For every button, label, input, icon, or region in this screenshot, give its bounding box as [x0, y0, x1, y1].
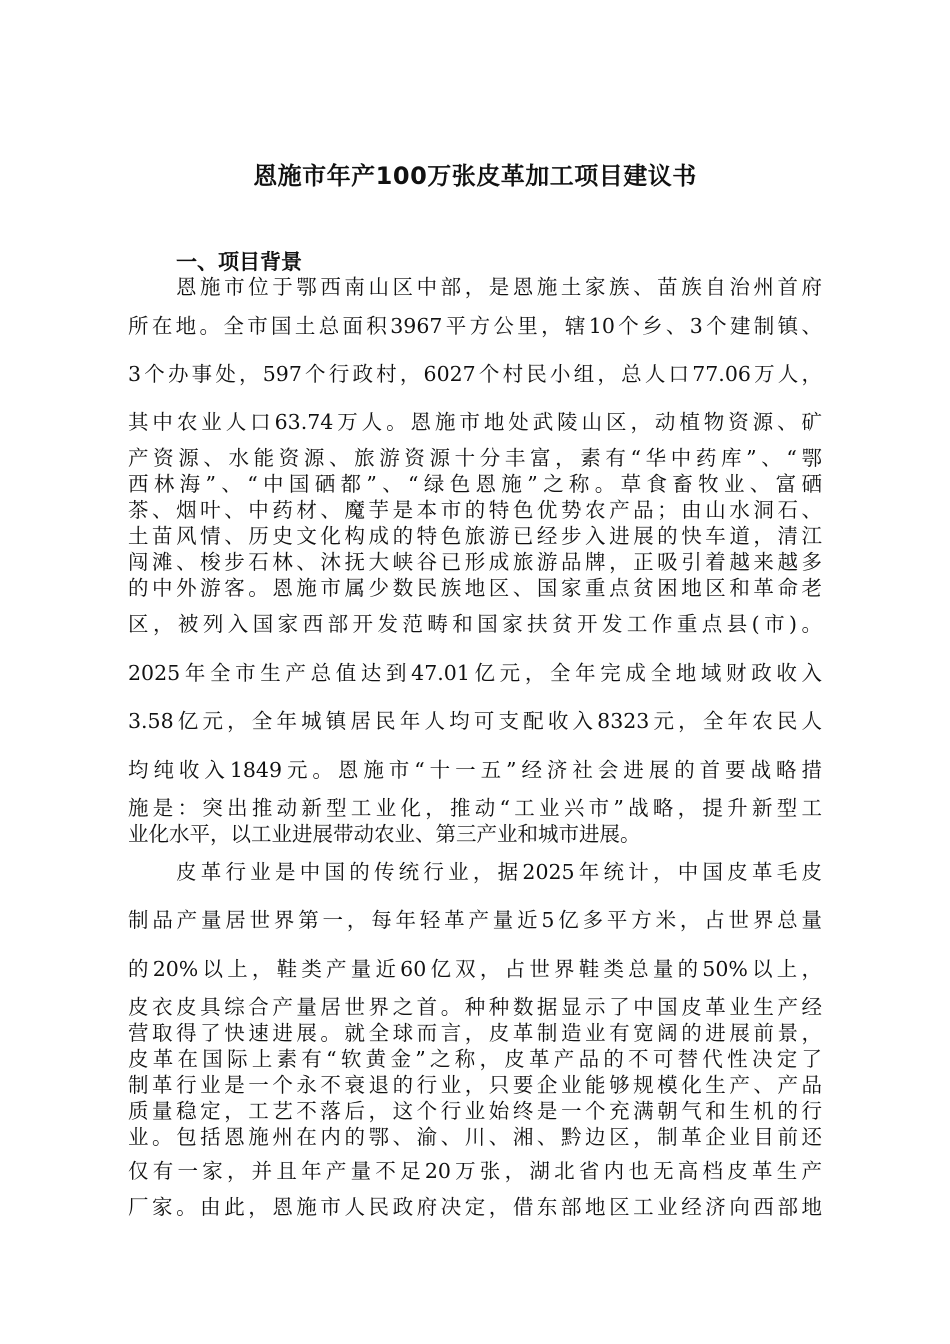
paragraph-line: 营取得了快速进展。就全球而言，皮革制造业有宽阔的进展前景， — [128, 1021, 822, 1045]
paragraph-line: 其中农业人口63.74万人。恩施市地处武陵山区，动植物资源、矿 — [128, 410, 822, 434]
paragraph-line: 的中外游客。恩施市属少数民族地区、国家重点贫困地区和革命老 — [128, 576, 822, 600]
paragraph-line: 所在地。全市国土总面积3967平方公里，辖10个乡、3个建制镇、 — [128, 314, 822, 338]
paragraph-line: 的20%以上，鞋类产量近60亿双，占世界鞋类总量的50%以上， — [128, 957, 822, 981]
paragraph-line: 施是：突出推动新型工业化，推动“工业兴市”战略，提升新型工 — [128, 796, 822, 820]
paragraph-line: 制革行业是一个永不衰退的行业，只要企业能够规模化生产、产品 — [128, 1073, 822, 1097]
paragraph-line: 业。包括恩施州在内的鄂、渝、川、湘、黔边区，制革企业目前还 — [128, 1125, 822, 1149]
paragraph-line: 皮衣皮具综合产量居世界之首。种种数据显示了中国皮革业生产经 — [128, 995, 822, 1019]
document-title: 恩施市年产100万张皮革加工项目建议书 — [253, 162, 697, 190]
paragraph-line: 恩施市位于鄂西南山区中部，是恩施土家族、苗族自治州首府 — [176, 275, 822, 299]
paragraph-line: 区，被列入国家西部开发范畴和国家扶贫开发工作重点县(市)。 — [128, 612, 822, 636]
paragraph-line: 业化水平，以工业进展带动农业、第三产业和城市进展。 — [128, 822, 641, 846]
paragraph-line: 皮革行业是中国的传统行业，据2025年统计，中国皮革毛皮 — [176, 860, 822, 884]
paragraph-line: 西林海”、“中国硒都”、“绿色恩施”之称。草食畜牧业、富硒 — [128, 472, 822, 496]
section-heading: 一、项目背景 — [176, 250, 302, 274]
paragraph-line: 茶、烟叶、中药材、魔芋是本市的特色优势农产品；由山水洞石、 — [128, 498, 822, 522]
paragraph-line: 质量稳定，工艺不落后，这个行业始终是一个充满朝气和生机的行 — [128, 1099, 822, 1123]
paragraph-line: 仅有一家，并且年产量不足20万张，湖北省内也无高档皮革生产 — [128, 1159, 822, 1183]
paragraph-line: 2025年全市生产总值达到47.01亿元，全年完成全地域财政收入 — [128, 661, 822, 685]
paragraph-line: 3.58亿元，全年城镇居民年人均可支配收入8323元，全年农民人 — [128, 709, 822, 733]
paragraph-line: 厂家。由此，恩施市人民政府决定，借东部地区工业经济向西部地 — [128, 1195, 822, 1219]
paragraph-line: 土苗风情、历史文化构成的特色旅游已经步入进展的快车道，清江 — [128, 524, 822, 548]
paragraph-line: 闯滩、梭步石林、沐抚大峡谷已形成旅游品牌，正吸引着越来越多 — [128, 550, 822, 574]
paragraph-line: 皮革在国际上素有“软黄金”之称，皮革产品的不可替代性决定了 — [128, 1047, 822, 1071]
paragraph-line: 均纯收入1849元。恩施市“十一五”经济社会进展的首要战略措 — [128, 758, 822, 782]
paragraph-line: 产资源、水能资源、旅游资源十分丰富，素有“华中药库”、“鄂 — [128, 446, 822, 470]
paragraph-line: 3个办事处，597个行政村，6027个村民小组，总人口77.06万人， — [128, 362, 822, 386]
paragraph-line: 制品产量居世界第一，每年轻革产量近5亿多平方米，占世界总量 — [128, 908, 822, 932]
